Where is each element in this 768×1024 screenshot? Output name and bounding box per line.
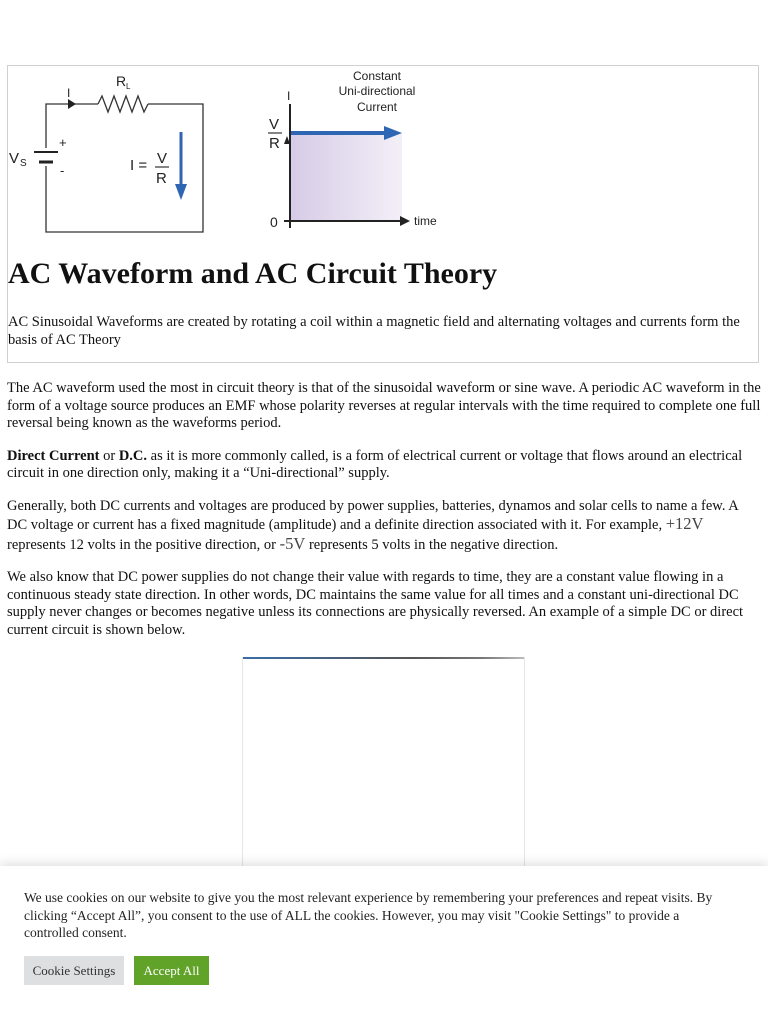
paragraph-direct-current [7,448,761,483]
graph-title-line2: Uni-directional [338,84,416,98]
text-fragment: Generally, both DC currents and voltages are produced by power supplies, batteries, dynamos and solar cells to name a few. A DC voltage or current has a fixed magnitude (amplitude) and a definite direction associated with it. For example, [7,497,738,533]
text-fragment: represents 5 volts in the negative direction. [305,536,559,553]
graph-title-line1: Constant [352,69,402,83]
page-title: AC Waveform and AC Circuit Theory [8,257,498,290]
cookie-settings-button[interactable]: Cookie Settings [24,956,124,985]
graph-area-fill [290,133,402,221]
paragraph-dc-supplies: We also know that DC power supplies do not change their value with regards to time, they are a constant value flowing in a continuous steady state direction. In other words, DC maintains the same value for all times and a constant uni-directional DC supply never changes or becomes negative unless its connections are physically reversed. An example of a simple DC or direct current circuit is shown below. [7,569,744,638]
plus-sign: + [59,135,67,150]
paragraph-dc-sources [7,498,761,555]
graph-x-axis-label: time [414,214,437,228]
graph-y-denominator: R [269,135,280,152]
current-direction-arrow [175,132,187,200]
battery-symbol [34,152,58,162]
source-label: V [9,150,20,167]
voltage-positive: +12V [665,514,704,533]
circuit-image-placeholder [242,657,525,877]
image-top-border [243,657,524,659]
term-direct-current: Direct Current [7,447,100,464]
page-subtitle: AC Sinusoidal Waveforms are created by rotating a coil within a magnetic field and alternating voltages and currents form the basis of AC Theory [8,314,740,348]
formula-denominator: R [156,170,167,187]
current-arrow [68,99,76,109]
source-subscript: S [20,158,27,169]
graph-title-line3: Current [356,100,398,114]
formula-lhs: I = [130,157,148,174]
formula-numerator: V [157,150,168,167]
voltage-negative: -5V [279,533,306,553]
circuit-wires [46,96,203,232]
graph-origin-label: 0 [270,214,278,230]
minus-sign: - [60,163,65,178]
graph-y-numerator: V [269,116,280,133]
text-fragment: or [99,447,119,464]
term-dc: D.C. [118,447,148,464]
cookie-banner [0,866,768,1024]
x-axis-arrowhead [400,216,410,226]
dc-circuit-diagram [8,66,758,256]
accept-all-button[interactable]: Accept All [134,956,209,985]
text-fragment: as it is more commonly called, is a form of electrical current or voltage that flows around an electrical circuit in one direction only, making it a “Uni-directional” supply. [7,447,743,481]
resistor-subscript: L [126,82,131,91]
article-body [7,380,761,654]
cookie-consent-text: We use cookies on our website to give you the most relevant experience by remembering your preferences and repeat visits. By clicking “Accept All”, you consent to the use of ALL the cookies. However, you may visit "Cookie Settings" to provide a controlled consent. [24,890,713,940]
graph-y-axis-label: I [287,89,291,103]
paragraph-ac-waveform: The AC waveform used the most in circuit theory is that of the sinusoidal waveform or sine wave. A periodic AC waveform in the form of a voltage source produces an EMF whose polarity reverses at regular intervals with the time required to complete one full reversal being known as the waveforms period. [7,380,761,431]
resistor-label: R [116,73,127,89]
text-fragment: represents 12 volts in the positive direction, or [7,536,280,553]
current-label: I [67,86,71,100]
